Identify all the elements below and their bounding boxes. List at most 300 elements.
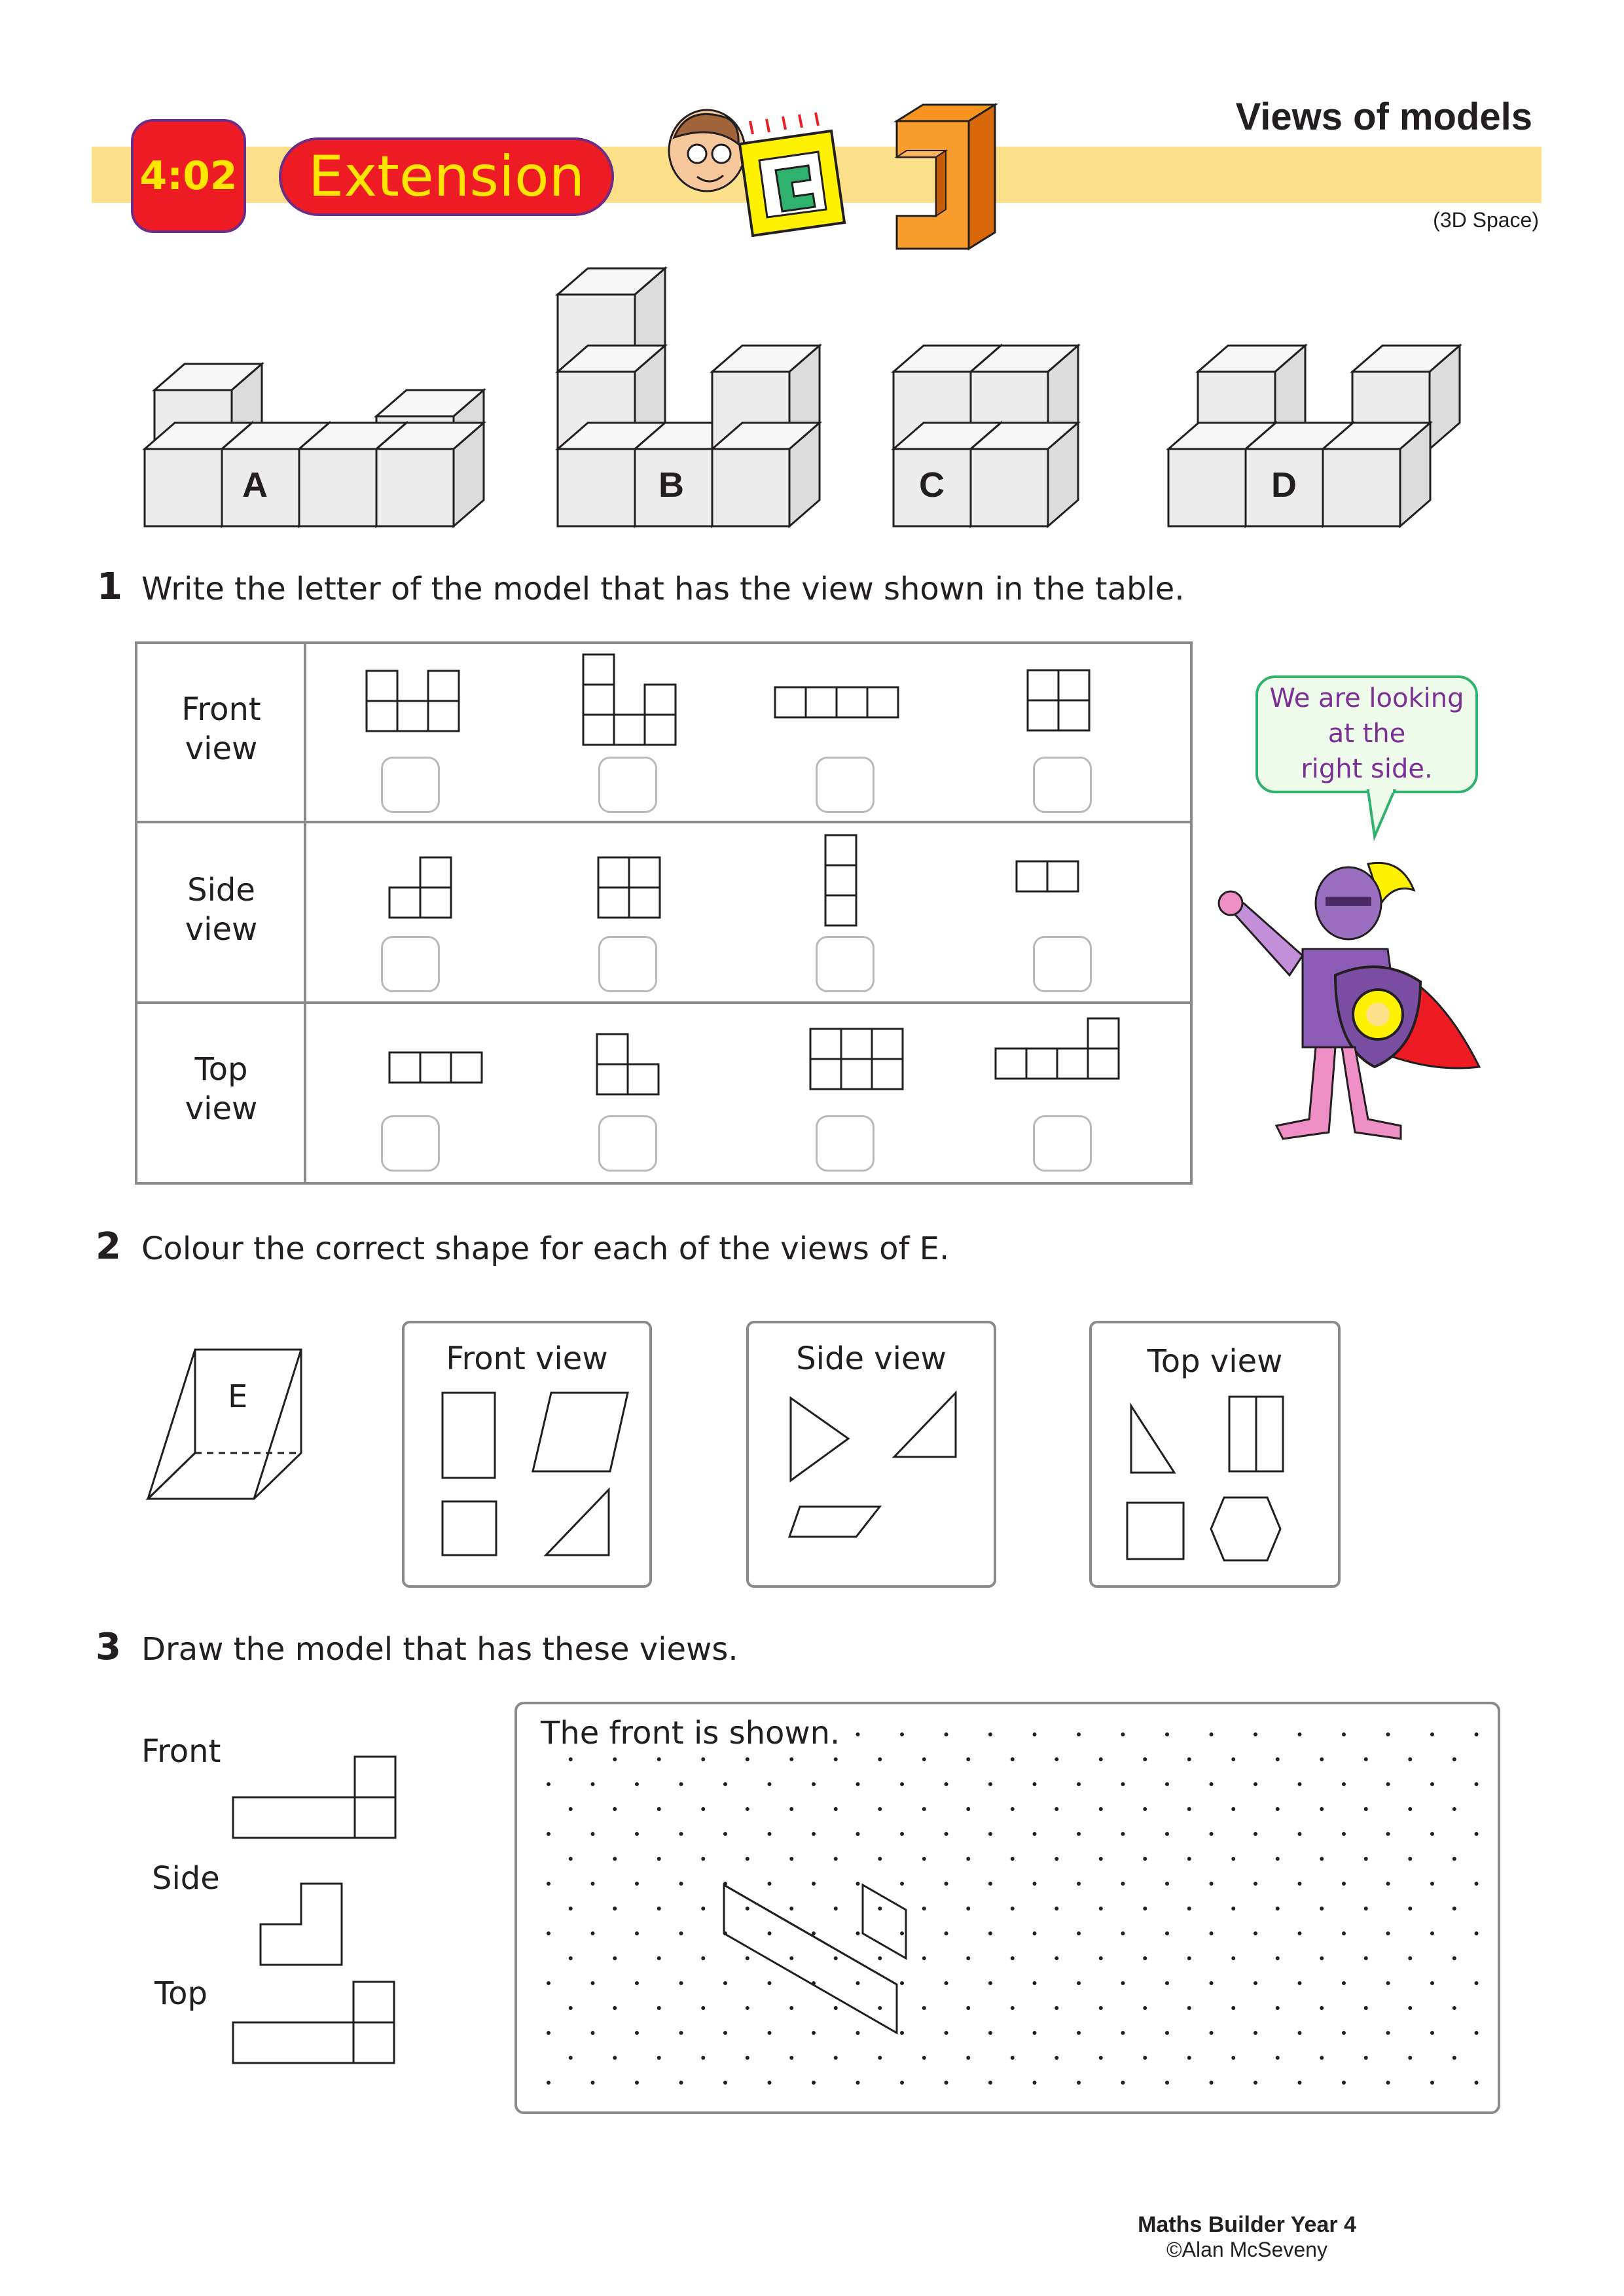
grid-dot xyxy=(1320,1857,1324,1861)
solid-e-label: E xyxy=(228,1378,248,1415)
grid-dot xyxy=(768,2031,772,2035)
answer-box-side-1[interactable] xyxy=(381,936,440,992)
model-label-a: A xyxy=(242,465,268,505)
grid-dot xyxy=(1011,1857,1015,1861)
answer-box-top-4[interactable] xyxy=(1033,1115,1092,1172)
grid-dot xyxy=(1453,1757,1456,1761)
answer-box-top-2[interactable] xyxy=(598,1115,657,1172)
grid-dot xyxy=(1430,2031,1434,2035)
grid-dot xyxy=(1055,1907,1058,1910)
grid-dot xyxy=(1210,1931,1214,1935)
grid-dot xyxy=(878,1956,882,1960)
grid-dot xyxy=(746,2056,749,2060)
grid-dot xyxy=(900,1931,904,1935)
grid-dot xyxy=(1231,1807,1235,1811)
grid-dot xyxy=(569,1857,573,1861)
grid-dot xyxy=(1364,1807,1368,1811)
grid-dot xyxy=(966,1956,970,1960)
grid-dot xyxy=(1342,1782,1346,1786)
grid-dot xyxy=(1099,2006,1103,2010)
grid-dot xyxy=(1011,2006,1015,2010)
grid-dot xyxy=(1033,1981,1037,1985)
grid-dot xyxy=(1210,1782,1214,1786)
grid-dot xyxy=(1033,1882,1037,1886)
grid-dot xyxy=(1033,1832,1037,1836)
grid-dot xyxy=(1430,1931,1434,1935)
grid-dot xyxy=(1475,2081,1479,2085)
grid-dot xyxy=(1231,1956,1235,1960)
side-option-rhombus xyxy=(789,1507,880,1537)
q3-front-view xyxy=(233,1757,395,1838)
grid-dot xyxy=(988,1832,992,1836)
grid-dot xyxy=(768,1981,772,1985)
top-view-2 xyxy=(597,1034,659,1094)
answer-box-front-2[interactable] xyxy=(598,757,657,813)
grid-dot xyxy=(834,1757,838,1761)
grid-dot xyxy=(1231,1907,1235,1910)
row-label-side: Side view xyxy=(185,872,258,948)
grid-dot xyxy=(834,2056,838,2060)
grid-dot xyxy=(1055,1956,1058,1960)
grid-dot xyxy=(1254,1981,1257,1985)
grid-dot xyxy=(988,1732,992,1736)
footer-copyright: ©Alan McSeveny xyxy=(1166,2238,1327,2261)
top-option-triangle xyxy=(1131,1406,1174,1473)
grid-dot xyxy=(547,2081,550,2085)
question-3-text: Draw the model that has these views. xyxy=(141,1631,738,1668)
grid-dot xyxy=(1055,1807,1058,1811)
grid-dot xyxy=(1033,1732,1037,1736)
grid-dot xyxy=(1165,1832,1169,1836)
grid-dot xyxy=(966,1807,970,1811)
grid-dot xyxy=(1453,1956,1456,1960)
grid-dot xyxy=(1187,1757,1191,1761)
grid-dot xyxy=(1408,1907,1412,1910)
grid-dot xyxy=(1254,1832,1257,1836)
grid-dot xyxy=(812,1782,816,1786)
grid-dot xyxy=(657,1956,661,1960)
grid-dot xyxy=(1475,1981,1479,1985)
grid-dot xyxy=(1298,2081,1302,2085)
grid-dot xyxy=(1033,2081,1037,2085)
question-2-text: Colour the correct shape for each of the views of E. xyxy=(141,1230,950,1267)
grid-dot xyxy=(746,1757,749,1761)
grid-dot xyxy=(1011,1956,1015,1960)
grid-dot xyxy=(966,1907,970,1910)
grid-dot xyxy=(900,1732,904,1736)
grid-dot xyxy=(1342,1832,1346,1836)
solid-e xyxy=(143,1342,313,1505)
front-option-square xyxy=(442,1501,496,1555)
grid-dot xyxy=(1386,1981,1390,1985)
grid-dot xyxy=(1210,1732,1214,1736)
grid-dot xyxy=(1254,2081,1257,2085)
grid-dot xyxy=(569,1757,573,1761)
grid-dot xyxy=(1210,1832,1214,1836)
grid-dot xyxy=(1033,1782,1037,1786)
grid-dot xyxy=(1453,1907,1456,1910)
grid-dot xyxy=(988,1981,992,1985)
grid-dot xyxy=(945,1782,948,1786)
grid-dot xyxy=(966,1857,970,1861)
grid-dot xyxy=(1077,1931,1081,1935)
grid-dot xyxy=(1011,1757,1015,1761)
answer-box-side-3[interactable] xyxy=(816,936,875,992)
grid-dot xyxy=(635,1782,639,1786)
knight-mascot-icon xyxy=(1204,851,1492,1145)
grid-dot xyxy=(1121,1782,1125,1786)
grid-dot xyxy=(657,1807,661,1811)
grid-dot xyxy=(1165,1931,1169,1935)
grid-dot xyxy=(679,2031,683,2035)
grid-dot xyxy=(613,1907,617,1910)
grid-dot xyxy=(591,1832,595,1836)
grid-dot xyxy=(1099,1757,1103,1761)
grid-dot xyxy=(988,1931,992,1935)
grid-dot xyxy=(1408,1956,1412,1960)
grid-dot xyxy=(1165,1981,1169,1985)
grid-dot xyxy=(679,1981,683,1985)
grid-dot xyxy=(1254,1882,1257,1886)
grid-dot xyxy=(1210,2081,1214,2085)
grid-dot xyxy=(613,2006,617,2010)
answer-box-front-3[interactable] xyxy=(816,757,875,813)
grid-dot xyxy=(591,1782,595,1786)
grid-dot xyxy=(812,1832,816,1836)
grid-dot xyxy=(856,1732,860,1736)
answer-box-side-2[interactable] xyxy=(598,936,657,992)
grid-dot xyxy=(1364,1907,1368,1910)
grid-dot xyxy=(1187,1956,1191,1960)
grid-dot xyxy=(945,1981,948,1985)
grid-dot xyxy=(613,1956,617,1960)
grid-dot xyxy=(569,2056,573,2060)
grid-dot xyxy=(1121,2031,1125,2035)
grid-dot xyxy=(922,1857,926,1861)
grid-dot xyxy=(1276,1857,1280,1861)
grid-dot xyxy=(856,2031,860,2035)
grid-dot xyxy=(547,1981,550,1985)
footer-book: Maths Builder Year 4 xyxy=(1138,2212,1356,2237)
grid-dot xyxy=(1254,2031,1257,2035)
grid-dot xyxy=(613,1857,617,1861)
grid-dot xyxy=(1077,2031,1081,2035)
grid-dot xyxy=(1453,1857,1456,1861)
grid-dot xyxy=(1408,1757,1412,1761)
shape-options xyxy=(402,1321,1344,1589)
row-label-top: Top view xyxy=(185,1051,258,1127)
grid-dot xyxy=(1342,2081,1346,2085)
grid-dot xyxy=(547,1882,550,1886)
grid-dot xyxy=(679,1782,683,1786)
grid-dot xyxy=(789,1757,793,1761)
grid-dot xyxy=(1386,1782,1390,1786)
side-view-1 xyxy=(389,857,451,918)
answer-box-top-3[interactable] xyxy=(816,1115,875,1172)
front-option-triangle xyxy=(546,1490,609,1555)
grid-dot xyxy=(1276,1757,1280,1761)
grid-dot xyxy=(1077,1732,1081,1736)
grid-dot xyxy=(789,2056,793,2060)
grid-dot xyxy=(1320,2006,1324,2010)
front-view-4 xyxy=(1028,670,1089,730)
grid-dot xyxy=(789,1956,793,1960)
grid-dot xyxy=(1165,1732,1169,1736)
grid-dot xyxy=(635,1832,639,1836)
grid-dot xyxy=(966,2006,970,2010)
grid-dot xyxy=(1254,1782,1257,1786)
front-option-parallelogram xyxy=(533,1393,628,1471)
grid-dot xyxy=(922,1757,926,1761)
grid-dot xyxy=(1475,2031,1479,2035)
grid-dot xyxy=(1077,1981,1081,1985)
front-view-1 xyxy=(367,671,459,731)
grid-dot xyxy=(613,1757,617,1761)
side-option-triangle-corner xyxy=(894,1393,956,1457)
given-front-outline xyxy=(863,1885,906,1958)
grid-dot xyxy=(1475,1782,1479,1786)
grid-dot xyxy=(900,1782,904,1786)
grid-dot xyxy=(1364,2056,1368,2060)
grid-dot xyxy=(1430,1782,1434,1786)
grid-dot xyxy=(547,1931,550,1935)
dot-grid-note: The front is shown. xyxy=(541,1715,844,1751)
answer-box-side-4[interactable] xyxy=(1033,936,1092,992)
grid-dot xyxy=(1430,1981,1434,1985)
grid-dot xyxy=(1364,1857,1368,1861)
grid-dot xyxy=(746,1807,749,1811)
page-title: Views of models xyxy=(1235,96,1532,138)
grid-dot xyxy=(1276,1956,1280,1960)
grid-dot xyxy=(569,1956,573,1960)
grid-dot xyxy=(856,1931,860,1935)
grid-dot xyxy=(1011,1807,1015,1811)
grid-dot xyxy=(768,2081,772,2085)
grid-dot xyxy=(723,1981,727,1985)
grid-dot xyxy=(1033,1931,1037,1935)
grid-dot xyxy=(701,1956,705,1960)
grid-dot xyxy=(679,1882,683,1886)
top-view-4 xyxy=(996,1018,1119,1079)
grid-dot xyxy=(988,1882,992,1886)
grid-dot xyxy=(1121,1981,1125,1985)
grid-dot xyxy=(878,1757,882,1761)
grid-dot xyxy=(900,1981,904,1985)
grid-dot xyxy=(1320,1807,1324,1811)
grid-dot xyxy=(1364,1757,1368,1761)
grid-dot xyxy=(900,2031,904,2035)
grid-dot xyxy=(1055,1857,1058,1861)
answer-box-front-4[interactable] xyxy=(1033,757,1092,813)
grid-dot xyxy=(1121,1931,1125,1935)
grid-dot xyxy=(1165,2081,1169,2085)
grid-dot xyxy=(856,2081,860,2085)
grid-dot xyxy=(1055,2056,1058,2060)
grid-dot xyxy=(1143,2056,1147,2060)
view-label-side: Side xyxy=(152,1860,220,1897)
grid-dot xyxy=(569,1807,573,1811)
grid-dot xyxy=(1055,1757,1058,1761)
grid-dot xyxy=(613,1807,617,1811)
grid-dot xyxy=(878,1857,882,1861)
grid-dot xyxy=(1077,1832,1081,1836)
subject-label: (3D Space) xyxy=(1433,208,1539,232)
view-label-top: Top xyxy=(154,1975,208,2012)
grid-dot xyxy=(657,2006,661,2010)
grid-dot xyxy=(1187,2006,1191,2010)
grid-dot xyxy=(1165,1782,1169,1786)
grid-dot xyxy=(1298,1931,1302,1935)
grid-dot xyxy=(1430,1832,1434,1836)
grid-dot xyxy=(945,1832,948,1836)
grid-dot xyxy=(1408,2056,1412,2060)
grid-dot xyxy=(988,2081,992,2085)
grid-dot xyxy=(878,1907,882,1910)
top-view-1 xyxy=(389,1052,482,1083)
grid-dot xyxy=(746,1907,749,1910)
model-label-c: C xyxy=(919,465,945,505)
grid-dot xyxy=(900,1882,904,1886)
grid-dot xyxy=(1276,2006,1280,2010)
grid-dot xyxy=(723,2081,727,2085)
answer-box-front-1[interactable] xyxy=(381,757,440,813)
grid-dot xyxy=(591,2081,595,2085)
grid-dot xyxy=(679,1832,683,1836)
side-view-4 xyxy=(1017,861,1078,891)
grid-dot xyxy=(591,1931,595,1935)
grid-dot xyxy=(966,2056,970,2060)
grid-dot xyxy=(1430,1732,1434,1736)
grid-dot xyxy=(1210,1981,1214,1985)
front-view-panel-title: Front view xyxy=(446,1340,608,1377)
grid-dot xyxy=(1099,1857,1103,1861)
grid-dot xyxy=(635,1882,639,1886)
grid-dot xyxy=(812,2081,816,2085)
grid-dot xyxy=(1143,2006,1147,2010)
grid-dot xyxy=(1210,2031,1214,2035)
top-option-hexagon xyxy=(1211,1498,1280,1560)
student-mascot-icon xyxy=(661,98,864,249)
grid-dot xyxy=(1187,1807,1191,1811)
view-label-front: Front xyxy=(141,1733,221,1770)
grid-dot xyxy=(789,1907,793,1910)
grid-dot xyxy=(878,2056,882,2060)
grid-dot xyxy=(1364,1956,1368,1960)
grid-dot xyxy=(1430,1882,1434,1886)
grid-dot xyxy=(856,1832,860,1836)
grid-dot xyxy=(945,2031,948,2035)
grid-dot xyxy=(723,1832,727,1836)
grid-dot xyxy=(1165,1882,1169,1886)
model-a xyxy=(145,364,484,526)
grid-dot xyxy=(1298,1732,1302,1736)
grid-dot xyxy=(1099,1907,1103,1910)
grid-dot xyxy=(657,1857,661,1861)
grid-dot xyxy=(922,2006,926,2010)
grid-dot xyxy=(922,1907,926,1910)
grid-dot xyxy=(1077,2081,1081,2085)
grid-dot xyxy=(591,2031,595,2035)
grid-dot xyxy=(812,2031,816,2035)
grid-dot xyxy=(679,1931,683,1935)
grid-dot xyxy=(1077,1882,1081,1886)
grid-dot xyxy=(591,1981,595,1985)
grid-dot xyxy=(1276,1907,1280,1910)
question-1-text: Write the letter of the model that has the view shown in the table. xyxy=(141,571,1185,607)
grid-dot xyxy=(1143,1807,1147,1811)
grid-dot xyxy=(1298,1782,1302,1786)
grid-dot xyxy=(1320,2056,1324,2060)
grid-dot xyxy=(1320,1907,1324,1910)
footer xyxy=(1100,2212,1394,2262)
grid-dot xyxy=(1231,1857,1235,1861)
grid-dot xyxy=(1055,2006,1058,2010)
question-number-3: 3 xyxy=(96,1626,121,1668)
grid-dot xyxy=(1430,2081,1434,2085)
side-view-panel-title: Side view xyxy=(796,1340,947,1377)
grid-dot xyxy=(547,1782,550,1786)
grid-dot xyxy=(856,1882,860,1886)
grid-dot xyxy=(1276,2056,1280,2060)
grid-dot xyxy=(834,1907,838,1910)
grid-dot xyxy=(768,1931,772,1935)
grid-dot xyxy=(1187,1857,1191,1861)
grid-dot xyxy=(768,1782,772,1786)
grid-dot xyxy=(1254,1732,1257,1736)
q3-top-view xyxy=(233,1982,394,2063)
grid-dot xyxy=(900,1832,904,1836)
top-option-square xyxy=(1127,1503,1183,1559)
grid-dot xyxy=(1099,1807,1103,1811)
grid-dot xyxy=(657,1757,661,1761)
grid-dot xyxy=(1386,2081,1390,2085)
grid-dot xyxy=(1011,1907,1015,1910)
grid-dot xyxy=(1011,2056,1015,2060)
grid-dot xyxy=(1408,2006,1412,2010)
speech-bubble: We are looking at the right side. xyxy=(1255,675,1478,793)
grid-dot xyxy=(1386,1931,1390,1935)
grid-dot xyxy=(856,1981,860,1985)
answer-box-top-1[interactable] xyxy=(381,1115,440,1172)
grid-dot xyxy=(701,1857,705,1861)
grid-dot xyxy=(1475,1732,1479,1736)
grid-dot xyxy=(1386,1832,1390,1836)
row-label-front: Front view xyxy=(181,691,261,767)
top-view-panel-title: Top view xyxy=(1147,1343,1283,1380)
grid-dot xyxy=(746,1857,749,1861)
question-number-1: 1 xyxy=(97,565,122,608)
grid-dot xyxy=(657,2056,661,2060)
grid-dot xyxy=(701,2056,705,2060)
grid-dot xyxy=(635,2031,639,2035)
grid-dot xyxy=(1099,1956,1103,1960)
side-view-3 xyxy=(825,835,856,925)
grid-dot xyxy=(1165,2031,1169,2035)
grid-dot xyxy=(1276,1807,1280,1811)
grid-dot xyxy=(922,1956,926,1960)
grid-dot xyxy=(569,1907,573,1910)
grid-dot xyxy=(591,1882,595,1886)
grid-dot xyxy=(1342,1732,1346,1736)
model-label-d: D xyxy=(1271,465,1297,505)
isometric-dot-grid[interactable] xyxy=(514,1702,1500,2114)
grid-dot xyxy=(945,1732,948,1736)
grid-dot xyxy=(1475,1832,1479,1836)
grid-dot xyxy=(657,1907,661,1910)
grid-dot xyxy=(1342,2031,1346,2035)
grid-dot xyxy=(746,1956,749,1960)
front-option-rectangle xyxy=(442,1393,495,1478)
